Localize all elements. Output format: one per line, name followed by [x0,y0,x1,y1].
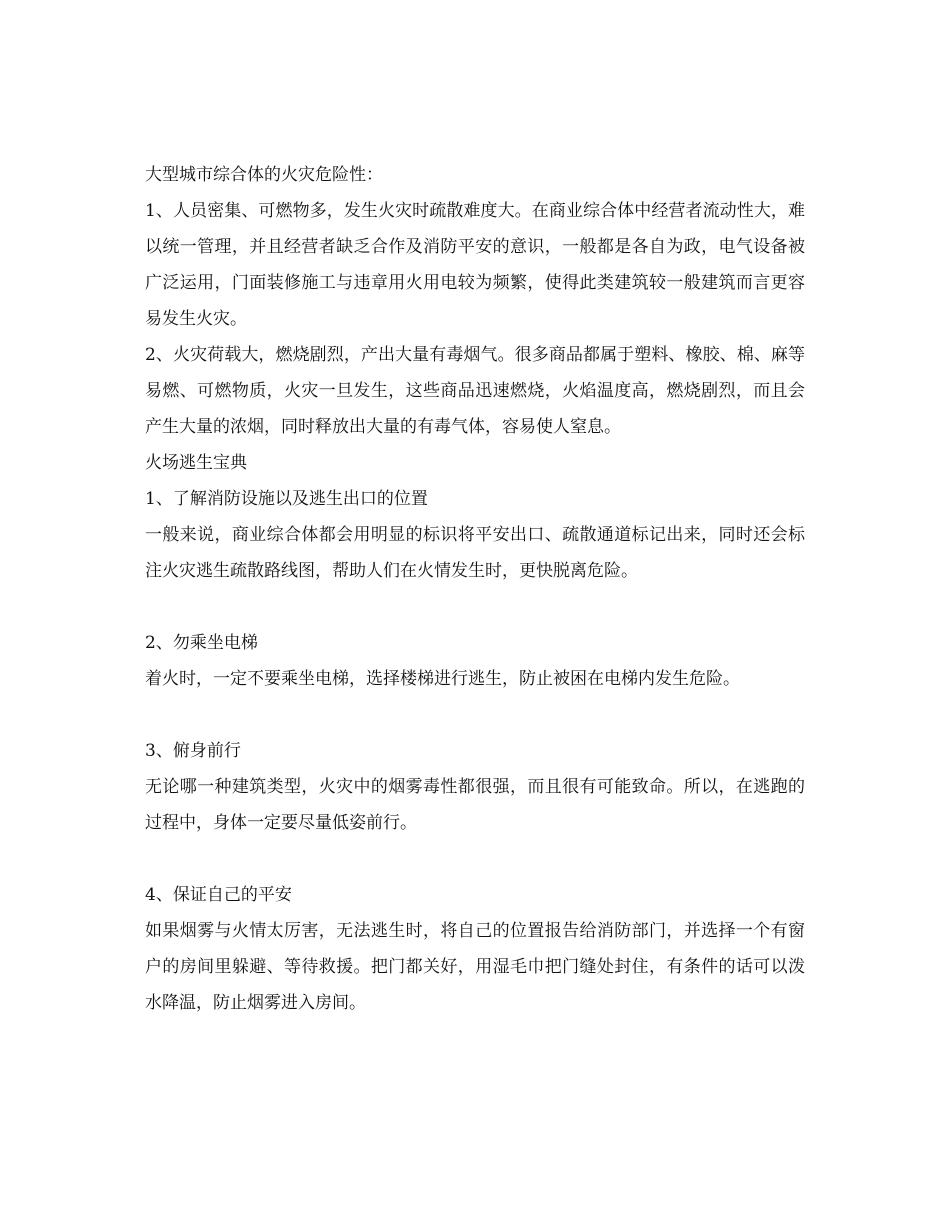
spacer [145,841,805,877]
tip-2-title: 2、勿乘坐电梯 [145,633,258,653]
tip-1-title: 1、了解消防设施以及逃生出口的位置 [145,489,428,509]
tip-3-body: 无论哪一种建筑类型，火灾中的烟雾毒性都很强，而且很有可能致命。所以，在逃跑的过程中，身体一定要尽量低姿前行。 [145,777,805,833]
document-body [145,157,805,1021]
tip-3-title: 3、俯身前行 [145,741,241,761]
paragraph-1: 1、人员密集、可燃物多，发生火灾时疏散难度大。在商业综合体中经营者流动性大，难以统一管理，并且经营者缺乏合作及消防平安的意识，一般都是各自为政，电气设备被广泛运用，门面装修施工与违章用火用电较为频繁，使得此类建筑较一般建筑而言更容易发生火灾。 [145,201,805,329]
spacer [145,697,805,733]
heading: 大型城市综合体的火灾危险性： [145,165,383,185]
tip-4-body: 如果烟雾与火情太厉害，无法逃生时，将自己的位置报告给消防部门，并选择一个有窗户的房间里躲避、等待救援。把门都关好，用湿毛巾把门缝处封住，有条件的话可以泼水降温，防止烟雾进入房间。 [145,921,805,1013]
tip-1-body: 一般来说，商业综合体都会用明显的标识将平安出口、疏散通道标记出来，同时还会标注火灾逃生疏散路线图，帮助人们在火情发生时，更快脱离危险。 [145,525,805,581]
tip-2-body: 着火时，一定不要乘坐电梯，选择楼梯进行逃生，防止被困在电梯内发生危险。 [145,669,740,689]
section-title: 火场逃生宝典 [145,453,247,473]
spacer [145,589,805,625]
tip-4-title: 4、保证自己的平安 [145,885,292,905]
paragraph-2: 2、火灾荷载大，燃烧剧烈，产出大量有毒烟气。很多商品都属于塑料、橡胶、棉、麻等易燃、可燃物质，火灾一旦发生，这些商品迅速燃烧，火焰温度高，燃烧剧烈，而且会产生大量的浓烟，同时释放出大量的有毒气体，容易使人窒息。 [145,345,805,437]
